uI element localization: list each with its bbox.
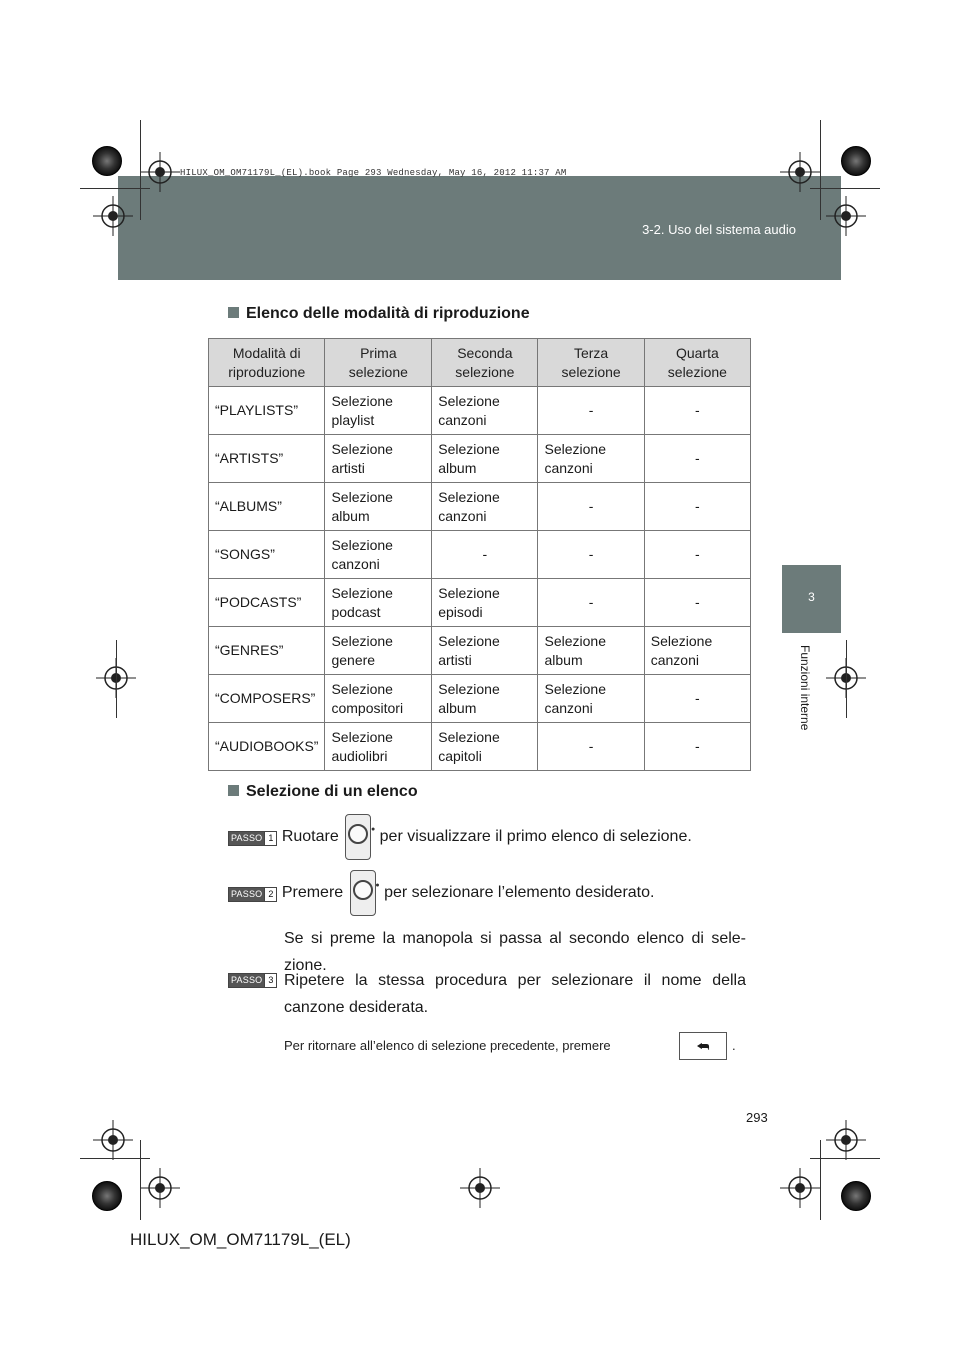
crosshair-mark-icon <box>826 196 866 236</box>
table-cell: Selezione album <box>432 675 538 723</box>
registration-disc-icon <box>92 1181 122 1211</box>
table-cell: - <box>644 435 750 483</box>
table-cell: Selezione artisti <box>325 435 432 483</box>
table-cell: Selezione album <box>325 483 432 531</box>
step-badge: PASSO 2 <box>228 887 277 902</box>
document-code: HILUX_OM_OM71179L_(EL) <box>130 1230 351 1249</box>
table-cell: “GENRES” <box>209 627 325 675</box>
table-cell: “COMPOSERS” <box>209 675 325 723</box>
step-1: PASSO 1 Ruotare ● per visualizzare il primo elenco di selezione. <box>228 812 748 862</box>
registration-disc-icon <box>92 146 122 176</box>
table-cell: - <box>644 483 750 531</box>
table-header-cell: Quarta selezione <box>644 339 750 387</box>
table-row <box>209 723 751 771</box>
crosshair-mark-icon <box>93 196 133 236</box>
table-row <box>209 579 751 627</box>
trim-line <box>80 188 150 189</box>
table-cell: Selezione canzoni <box>432 387 538 435</box>
section-heading-playback-modes: Elenco delle modalità di riproduzione <box>228 305 530 323</box>
trim-line <box>140 1140 141 1220</box>
table-cell: “PODCASTS” <box>209 579 325 627</box>
step-3-text: Ripetere la stessa procedura per selezionare il nome della canzone desiderata. <box>284 972 746 1016</box>
chapter-number: 3 <box>808 590 815 604</box>
trim-line <box>810 188 880 189</box>
table-cell: - <box>644 675 750 723</box>
crosshair-mark-icon <box>140 1168 180 1208</box>
table-cell: Selezione episodi <box>432 579 538 627</box>
table-cell: “AUDIOBOOKS” <box>209 723 325 771</box>
table-cell: Selezione canzoni <box>325 531 432 579</box>
trim-line <box>820 120 821 220</box>
note-end: . <box>732 1038 736 1053</box>
table-cell: - <box>538 483 644 531</box>
table-header-cell: Prima selezione <box>325 339 432 387</box>
table-cell: - <box>644 387 750 435</box>
table-cell: Selezione capitoli <box>432 723 538 771</box>
table-cell: Selezione album <box>538 627 644 675</box>
crosshair-mark-icon <box>93 1120 133 1160</box>
crosshair-mark-icon <box>460 1168 500 1208</box>
trim-line <box>820 1140 821 1220</box>
section-title: 3-2. Uso del sistema audio <box>642 222 796 237</box>
table-header-cell: Seconda selezione <box>432 339 538 387</box>
trim-line <box>116 640 117 718</box>
table-cell: “ARTISTS” <box>209 435 325 483</box>
table-cell: Selezione artisti <box>432 627 538 675</box>
note-text: Per ritornare all’elenco di selezione precedente, premere <box>284 1038 611 1053</box>
table-cell: Selezione canzoni <box>538 435 644 483</box>
table-row <box>209 531 751 579</box>
page-number: 293 <box>746 1110 768 1125</box>
trim-line <box>80 1158 150 1159</box>
table-cell: Selezione album <box>432 435 538 483</box>
table-cell: Selezione playlist <box>325 387 432 435</box>
table-header-row <box>209 339 751 387</box>
crosshair-mark-icon <box>780 152 820 192</box>
table-cell: Selezione podcast <box>325 579 432 627</box>
table-cell: Selezione canzoni <box>644 627 750 675</box>
crosshair-mark-icon <box>140 152 180 192</box>
table-cell: - <box>644 579 750 627</box>
table-cell: Selezione audiolibri <box>325 723 432 771</box>
book-stamp: HILUX_OM_OM71179L_(EL).book Page 293 Wednesday, May 16, 2012 11:37 AM <box>180 168 567 178</box>
step-2: PASSO 2 Premere ● per selezionare l’elemento desiderato. <box>228 868 748 918</box>
table-row <box>209 483 751 531</box>
trim-line <box>140 120 141 220</box>
audio-knob-icon: ● <box>343 812 375 862</box>
table-cell: Selezione canzoni <box>432 483 538 531</box>
crosshair-mark-icon <box>826 1120 866 1160</box>
table-cell: “SONGS” <box>209 531 325 579</box>
back-button-icon: ⮪ <box>679 1032 727 1060</box>
table-cell: “PLAYLISTS” <box>209 387 325 435</box>
table-cell: - <box>538 723 644 771</box>
table-cell: - <box>644 531 750 579</box>
table-cell: - <box>538 387 644 435</box>
square-bullet-icon <box>228 785 239 796</box>
registration-disc-icon <box>841 146 871 176</box>
table-cell: Selezione genere <box>325 627 432 675</box>
table-row <box>209 675 751 723</box>
trim-line <box>810 1158 880 1159</box>
playback-modes-table <box>208 338 751 771</box>
table-cell: Selezione compositori <box>325 675 432 723</box>
table-row <box>209 627 751 675</box>
audio-knob-icon: ● <box>348 868 380 918</box>
table-row <box>209 435 751 483</box>
square-bullet-icon <box>228 307 239 318</box>
trim-line <box>846 640 847 718</box>
table-header-cell: Terza selezione <box>538 339 644 387</box>
table-cell: “ALBUMS” <box>209 483 325 531</box>
registration-disc-icon <box>841 1181 871 1211</box>
table-row <box>209 387 751 435</box>
table-cell: - <box>538 531 644 579</box>
table-cell: Selezione canzoni <box>538 675 644 723</box>
crosshair-mark-icon <box>780 1168 820 1208</box>
step-badge: PASSO 3 <box>228 973 277 988</box>
step-badge: PASSO 1 <box>228 831 277 846</box>
chapter-label: Funzioni interne <box>798 645 812 731</box>
section-heading-select-list: Selezione di un elenco <box>228 783 418 801</box>
table-cell: - <box>432 531 538 579</box>
table-cell: - <box>644 723 750 771</box>
table-cell: - <box>538 579 644 627</box>
table-header-cell: Modalità di riproduzione <box>209 339 325 387</box>
step-2-detail: Se si preme la manopola si passa al secondo elenco di sele-zione. <box>284 930 746 974</box>
